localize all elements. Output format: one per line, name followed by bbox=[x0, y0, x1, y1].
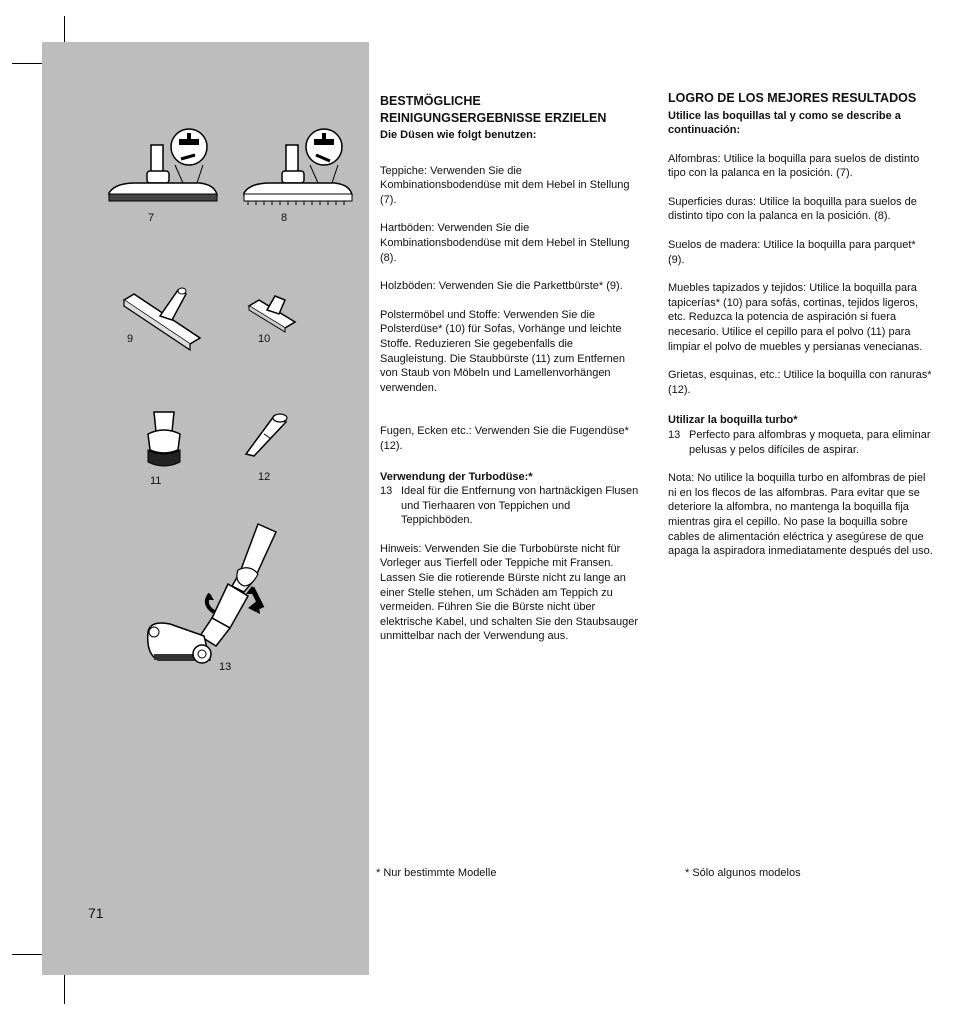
figure-label-13: 13 bbox=[219, 661, 232, 673]
page-number: 71 bbox=[88, 905, 104, 921]
spanish-heading: LOGRO DE LOS MEJORES RESULTADOS bbox=[668, 91, 917, 105]
item-text: Ideal für die Entfernung von hartnäckigen Flusen und Tierhaaren von Teppichen und Teppichböden. bbox=[401, 485, 639, 527]
upholstery-nozzle-illustration bbox=[245, 292, 301, 334]
german-footnote: * Nur bestimmte Modelle bbox=[376, 867, 497, 879]
figure-label-7: 7 bbox=[148, 212, 155, 224]
item-number: 13 bbox=[668, 429, 681, 441]
floor-nozzle-hardfloor-illustration bbox=[240, 125, 360, 210]
parquet-brush-illustration bbox=[120, 282, 210, 352]
figure-label-9: 9 bbox=[127, 333, 134, 345]
german-column bbox=[380, 90, 642, 644]
dusting-brush-illustration bbox=[140, 408, 188, 470]
crevice-nozzle-illustration bbox=[240, 410, 292, 460]
figure-label-8: 8 bbox=[281, 212, 288, 224]
item-number: 13 bbox=[380, 485, 393, 498]
spanish-para-wood-floors: Suelos de madera: Utilice la boquilla para parquet* (9). bbox=[668, 239, 916, 266]
spanish-para-crevices: Grietas, esquinas, etc.: Utilice la boquilla con ranuras* (12). bbox=[668, 369, 932, 396]
spanish-footnote: * Sólo algunos modelos bbox=[685, 867, 801, 879]
german-para-upholstery: Polstermöbel und Stoffe: Verwenden Sie die Polsterdüse* (10) für Sofas, Vorhänge und leichte Stoffe. Reduzieren Sie gegebenfalls die Saugleistung. Die Staubbürste (11) zum Entfernen von Staub von Möbeln und Lamellenvorhängen verwenden. bbox=[380, 308, 625, 394]
figure-label-12: 12 bbox=[258, 471, 271, 483]
spanish-para-upholstery: Muebles tapizados y tejidos: Utilice la boquilla para tapicerías* (10) para sofás, cortinas, tejidos ligeros, etc. Reduzca la potencia de aspiración si fuera necesario. Utilice el cepillo para el polvo (11) para limpiar el polvo de muebles y persianas venecianas. bbox=[668, 282, 923, 353]
spanish-para-hard-surfaces: Superficies duras: Utilice la boquilla para suelos de distinto tipo con la palanca en la posición. (8). bbox=[668, 195, 917, 223]
floor-nozzle-carpet-illustration bbox=[105, 125, 225, 210]
german-para-hard-floors: Hartböden: Verwenden Sie die Kombinationsbodendüse mit dem Hebel in Stellung (8). bbox=[380, 222, 630, 264]
spanish-para-carpets: Alfombras: Utilice la boquilla para suelos de distinto tipo con la palanca en la posición. (7). bbox=[668, 152, 920, 180]
item-text: Perfecto para alfombras y moqueta, para eliminar pelusas y pelos difíciles de aspirar. bbox=[689, 429, 931, 456]
spanish-turbo-heading: Utilizar la boquilla turbo* bbox=[668, 414, 798, 427]
german-para-crevices: Fugen, Ecken etc.: Verwenden Sie die Fugendüse* (12). bbox=[380, 425, 629, 452]
spanish-note: Nota: No utilice la boquilla turbo en alfombras de piel ni en los flecos de las alfombras. Para evitar que se deteriore la alfombra, no mantenga la boquilla fija mientras gira el cepillo. No pase la boquilla sobre cables de alimentación eléctrica y asegúrese de que apaga la aspiradora inmediatamente después del uso. bbox=[668, 472, 933, 558]
german-heading: BESTMÖGLICHE REINIGUNGSERGEBNISSE ERZIELEN bbox=[380, 94, 607, 125]
spanish-column bbox=[668, 90, 934, 559]
spanish-subheading: Utilice las boquillas tal y como se describe a continuación: bbox=[668, 109, 901, 137]
german-note: Hinweis: Verwenden Sie die Turbobürste nicht für Vorleger aus Tierfell oder Teppiche mit Fransen. Lassen Sie die rotierende Bürste nicht zu lange an einer Stelle stehen, um Schäden am Teppich zu vermeiden. Führen Sie die Bürste nicht über elektrische Kabel, und schalten Sie den Staubsauger unmittelbar nach der Verwendung aus. bbox=[380, 542, 639, 643]
figure-label-10: 10 bbox=[258, 333, 271, 345]
spanish-item-13 bbox=[668, 428, 934, 457]
german-item-13 bbox=[380, 484, 642, 528]
german-subheading: Die Düsen wie folgt benutzen: bbox=[380, 129, 537, 141]
german-para-carpets: Teppiche: Verwenden Sie die Kombinationsbodendüse mit dem Hebel in Stellung (7). bbox=[380, 164, 630, 206]
german-para-wood-floors: Holzböden: Verwenden Sie die Parkettbürste* (9). bbox=[380, 280, 623, 293]
turbo-nozzle-illustration bbox=[140, 520, 280, 670]
figure-label-11: 11 bbox=[150, 475, 162, 487]
german-turbo-heading: Verwendung der Turbodüse:* bbox=[380, 470, 533, 483]
